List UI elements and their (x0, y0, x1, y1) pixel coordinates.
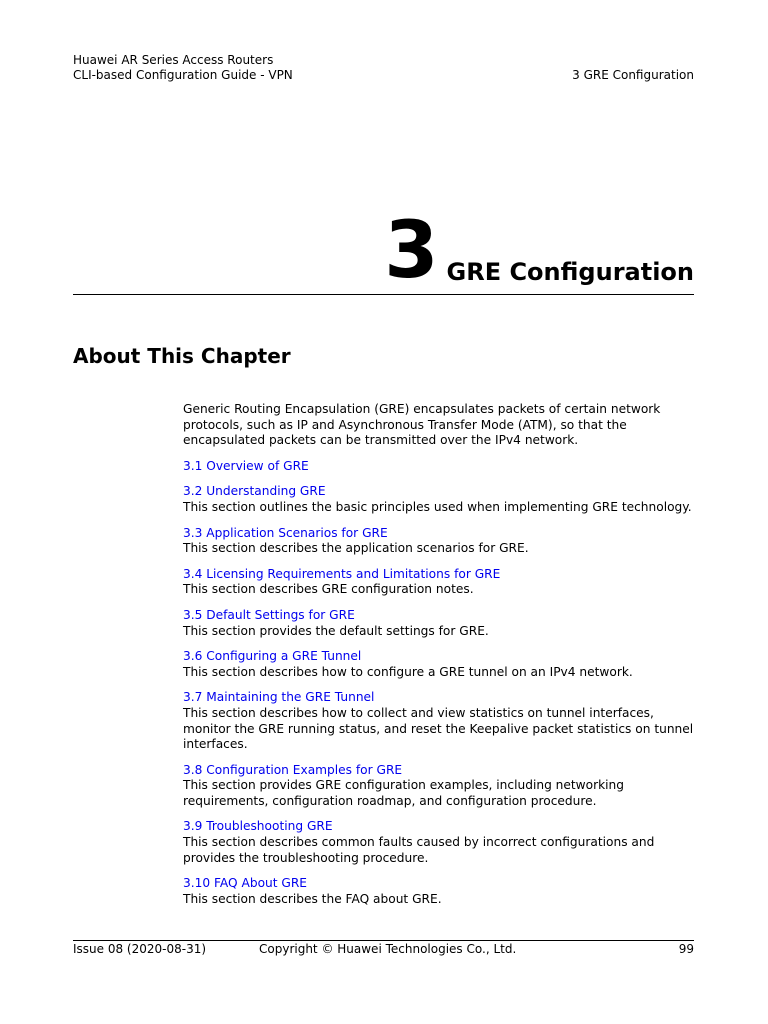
header-guide: CLI-based Configuration Guide - VPN (73, 68, 293, 82)
toc-item (183, 459, 698, 475)
toc-link-licensing[interactable]: 3.4 Licensing Requirements and Limitations for GRE (183, 566, 501, 581)
title-divider (73, 294, 694, 295)
chapter-title (73, 206, 694, 296)
header-row-product (73, 53, 694, 68)
toc-description: This section provides GRE configuration examples, including networking requirements, configuration roadmap, and configuration procedure. (183, 778, 625, 808)
toc-link-default-settings[interactable]: 3.5 Default Settings for GRE (183, 607, 355, 622)
toc-description: This section describes the FAQ about GRE. (183, 891, 442, 906)
toc-item (183, 690, 698, 752)
toc-link-overview[interactable]: 3.1 Overview of GRE (183, 458, 309, 473)
toc-item (183, 484, 698, 515)
page-number: 99 (678, 942, 694, 956)
footer-divider (73, 940, 694, 941)
toc-description: This section describes the application scenarios for GRE. (183, 541, 529, 556)
toc-link-configuring-tunnel[interactable]: 3.6 Configuring a GRE Tunnel (183, 649, 362, 664)
footer-copyright: Copyright © Huawei Technologies Co., Ltd. (259, 942, 517, 956)
toc-item (183, 649, 698, 680)
footer-issue: Issue 08 (2020-08-31) (73, 942, 207, 956)
header-row-guide (73, 68, 694, 83)
toc-item (183, 819, 698, 866)
toc-description: This section describes common faults caused by incorrect configurations and provides the troubleshooting procedure. (183, 835, 655, 865)
toc-description: This section describes GRE configuration notes. (183, 582, 474, 597)
toc-item (183, 876, 698, 907)
toc-description: This section outlines the basic principles used when implementing GRE technology. (183, 499, 692, 514)
toc-description: This section provides the default settings for GRE. (183, 623, 489, 638)
section-heading: About This Chapter (73, 344, 291, 368)
chapter-number: 3 (384, 206, 439, 296)
intro-paragraph: Generic Routing Encapsulation (GRE) encapsulates packets of certain network protocols, such as IP and Asynchronous Transfer Mode (ATM), so that the encapsulated packets can be transmitted over the IPv4 network. (183, 402, 661, 448)
toc-description: This section describes how to collect and view statistics on tunnel interfaces, monitor the GRE running status, and reset the Keepalive packet statistics on tunnel interfaces. (183, 705, 694, 752)
header-chapter: 3 GRE Configuration (572, 68, 694, 82)
header-product: Huawei AR Series Access Routers (73, 53, 274, 67)
toc-item (183, 763, 698, 810)
toc-description: This section describes how to configure a GRE tunnel on an IPv4 network. (183, 664, 633, 679)
toc-link-application-scenarios[interactable]: 3.3 Application Scenarios for GRE (183, 525, 388, 540)
toc-item (183, 608, 698, 639)
toc-link-understanding[interactable]: 3.2 Understanding GRE (183, 484, 326, 499)
toc-link-troubleshooting[interactable]: 3.9 Troubleshooting GRE (183, 819, 333, 834)
page-header (73, 53, 694, 83)
toc-item (183, 567, 698, 598)
page-footer (73, 942, 694, 957)
toc-item (183, 526, 698, 557)
toc-link-faq[interactable]: 3.10 FAQ About GRE (183, 876, 308, 891)
toc-link-maintaining-tunnel[interactable]: 3.7 Maintaining the GRE Tunnel (183, 690, 375, 705)
toc-link-configuration-examples[interactable]: 3.8 Configuration Examples for GRE (183, 762, 403, 777)
chapter-name: GRE Configuration (446, 258, 694, 286)
chapter-content (183, 402, 698, 917)
